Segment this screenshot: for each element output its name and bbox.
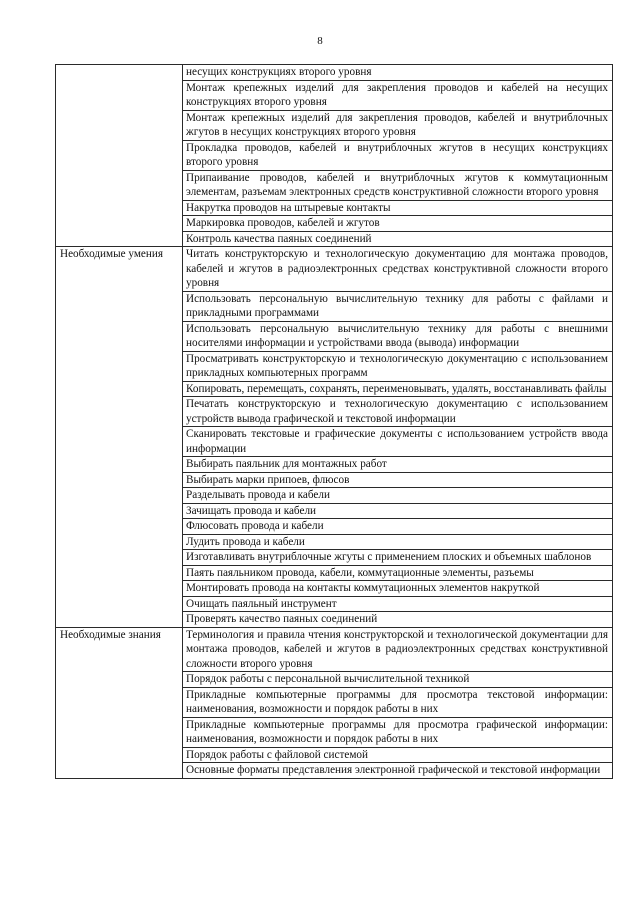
requirement-item: Разделывать провода и кабели (183, 488, 613, 504)
requirement-item: Лудить провода и кабели (183, 534, 613, 550)
requirements-table (55, 64, 613, 779)
requirement-item: Очищать паяльный инструмент (183, 596, 613, 612)
requirement-item: Маркировка проводов, кабелей и жгутов (183, 216, 613, 232)
requirement-item: Выбирать паяльник для монтажных работ (183, 457, 613, 473)
requirement-item: Сканировать текстовые и графические документы с использованием устройств ввода информации (183, 427, 613, 457)
requirement-item: Копировать, перемещать, сохранять, переименовывать, удалять, восстанавливать файлы (183, 381, 613, 397)
requirement-item: Контроль качества паяных соединений (183, 231, 613, 247)
requirement-item: Паять паяльником провода, кабели, коммутационные элементы, разъемы (183, 565, 613, 581)
requirement-item: Использовать персональную вычислительную технику для работы с внешними носителями информации и устройствами ввода (вывода) информации (183, 321, 613, 351)
requirement-item: Изготавливать внутриблочные жгуты с применением плоских и объемных шаблонов (183, 550, 613, 566)
requirement-item: Выбирать марки припоев, флюсов (183, 472, 613, 488)
requirement-item: Основные форматы представления электронной графической и текстовой информации (183, 763, 613, 779)
requirement-item: Просматривать конструкторскую и технологическую документацию с использованием прикладных компьютерных программ (183, 351, 613, 381)
requirement-item: Прикладные компьютерные программы для просмотра графической информации: наименования, возможности и порядок работы в них (183, 717, 613, 747)
requirement-item: Прикладные компьютерные программы для просмотра текстовой информации: наименования, возможности и порядок работы в них (183, 687, 613, 717)
requirement-item: Использовать персональную вычислительную технику для работы с файлами и прикладными программами (183, 291, 613, 321)
requirement-item: Монтировать провода на контакты коммутационных элементов накруткой (183, 581, 613, 597)
requirement-item: Зачищать провода и кабели (183, 503, 613, 519)
requirement-item: несущих конструкциях второго уровня (183, 65, 613, 81)
table-row (56, 247, 613, 292)
table-row (56, 65, 613, 81)
requirement-item: Монтаж крепежных изделий для закрепления проводов, кабелей и внутриблочных жгутов в несущих конструкциях второго уровня (183, 110, 613, 140)
requirement-item: Порядок работы с персональной вычислительной техникой (183, 672, 613, 688)
table-row (56, 627, 613, 672)
requirement-item: Печатать конструкторскую и технологическую документацию с использованием устройств вывода графической и текстовой информации (183, 397, 613, 427)
requirement-item: Порядок работы с файловой системой (183, 747, 613, 763)
requirement-item: Монтаж крепежных изделий для закрепления проводов и кабелей на несущих конструкциях второго уровня (183, 80, 613, 110)
requirement-item: Накрутка проводов на штыревые контакты (183, 200, 613, 216)
requirement-item: Прокладка проводов, кабелей и внутриблочных жгутов в несущих конструкциях второго уровня (183, 140, 613, 170)
page-number: 8 (317, 35, 323, 47)
requirement-item: Читать конструкторскую и технологическую документацию для монтажа проводов, кабелей и жгутов в радиоэлектронных средствах конструктивной сложности второго уровня (183, 247, 613, 292)
requirement-item: Терминология и правила чтения конструкторской и технологической документации для монтажа проводов, кабелей и жгутов в радиоэлектронных средствах конструктивной сложности второго уровня (183, 627, 613, 672)
requirement-item: Флюсовать провода и кабели (183, 519, 613, 535)
requirement-item: Проверять качество паяных соединений (183, 612, 613, 628)
requirement-item: Припаивание проводов, кабелей и внутриблочных жгутов к коммутационным элементам, разъемам электронных средств конструктивной сложности второго уровня (183, 170, 613, 200)
section-label: Необходимые знания (56, 627, 183, 778)
section-label (56, 65, 183, 247)
requirements-table-body (56, 65, 613, 779)
section-label: Необходимые умения (56, 247, 183, 628)
